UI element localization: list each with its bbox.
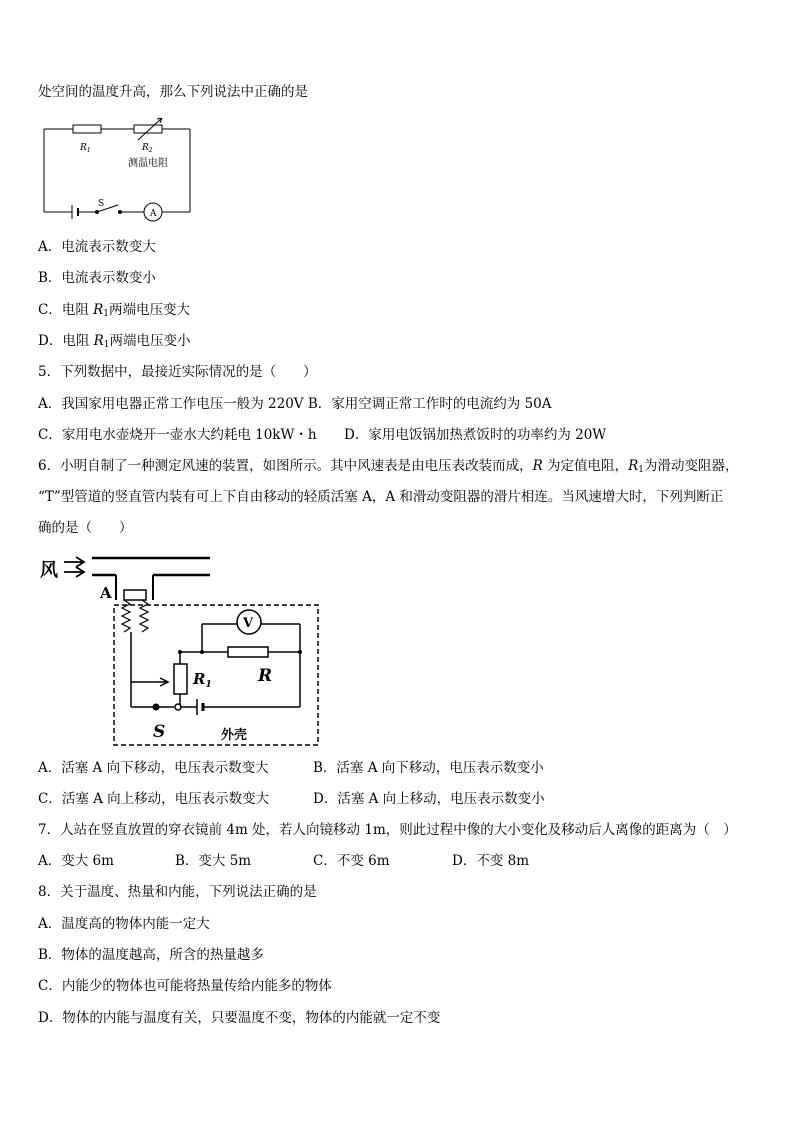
q5-option-c: C．家用电水壶烧开一壶水大约耗电 10kW・h (38, 427, 317, 443)
q6-wind-arrows (64, 557, 84, 577)
q6-resistor-r (228, 647, 268, 657)
q6-piston-label: A (100, 584, 112, 602)
q4-ammeter-label: A (150, 209, 157, 219)
q4-circuit-figure (38, 118, 198, 228)
q5-stem: 5．下列数据中，最接近实际情况的是（ ） (38, 364, 317, 380)
q6-option-c: C．活塞 A 向上移动，电压表示数变大 (38, 791, 270, 807)
q7-stem: 7．人站在竖直放置的穿衣镜前 4m 处，若人向镜移动 1m，则此过程中像的大小变化及移动后人离像的距离为（ ） (38, 822, 737, 838)
q5-option-d: D．家用电饭锅加热煮饭时的功率约为 20W (344, 427, 607, 443)
q5-options-ab: A．我国家用电器正常工作电压一般为 220V B．家用空调正常工作时的电流约为 50A (38, 396, 552, 412)
q6-stem-line1: 6．小明自制了一种测定风速的装置，如图所示。其中风速表是由电压表改装而成，R 为定值电阻，$R_1$为滑动变阻器， (38, 458, 739, 475)
q7-option-d: D．不变 8m (452, 853, 530, 869)
q4-option-c: C．电阻 $R_1$两端电压变大 (38, 302, 191, 319)
q8-stem: 8．关于温度、热量和内能，下列说法正确的是 (38, 884, 317, 900)
q4-r2-label: $R_2$ (142, 143, 153, 154)
q8-option-c: C．内能少的物体也可能将热量传给内能多的物体 (38, 978, 332, 994)
q4-stem-tail: 处空间的温度升高，那么下列说法中正确的是 (38, 84, 308, 100)
q7-option-b: B．变大 5m (175, 853, 252, 869)
q6-rheostat-r1 (174, 664, 187, 694)
q4-r1-label: $R_1$ (80, 143, 91, 154)
q8-option-b: B．物体的温度越高，所含的热量越多 (38, 947, 264, 963)
q4-resistor-r2 (134, 125, 162, 133)
q6-option-b: B．活塞 A 向下移动，电压表示数变小 (313, 760, 544, 776)
q6-switch-label: S (153, 722, 166, 742)
q4-option-b: B．电流表示数变小 (38, 270, 156, 286)
q4-sensor-label: 测温电阻 (128, 158, 168, 169)
q6-r-label: R (258, 666, 273, 686)
q7-option-a: A．变大 6m (38, 853, 114, 869)
q4-rheostat-arrow (138, 118, 162, 140)
q6-stem-line3: 确的是（ ） (38, 520, 133, 536)
q6-option-d: D．活塞 A 向上移动，电压表示数变小 (313, 791, 545, 807)
q6-wind-figure (38, 552, 328, 750)
q4-option-d: D．电阻 $R_1$两端电压变小 (38, 333, 191, 350)
q6-piston (124, 590, 146, 600)
q4-switch-label: S (98, 199, 105, 209)
q8-option-a: A．温度高的物体内能一定大 (38, 916, 210, 932)
q6-voltmeter-label: V (243, 616, 254, 631)
q6-r1-label: $R_1$ (193, 670, 212, 690)
q4-option-a: A．电流表示数变大 (38, 239, 156, 255)
q6-option-a: A．活塞 A 向下移动，电压表示数变大 (38, 760, 269, 776)
q7-option-c: C．不变 6m (313, 853, 390, 869)
q4-resistor-r1 (73, 125, 101, 133)
q8-option-d: D．物体的内能与温度有关，只要温度不变，物体的内能就一定不变 (38, 1010, 441, 1026)
q6-stem-line2: “T”型管道的竖直管内装有可上下自由移动的轻质活塞 A，A 和滑动变阻器的滑片相连。当风速增大时，下列判断正 (38, 489, 724, 505)
q6-wind-label: 风 (40, 560, 58, 581)
q6-shell-label: 外壳 (221, 728, 248, 743)
